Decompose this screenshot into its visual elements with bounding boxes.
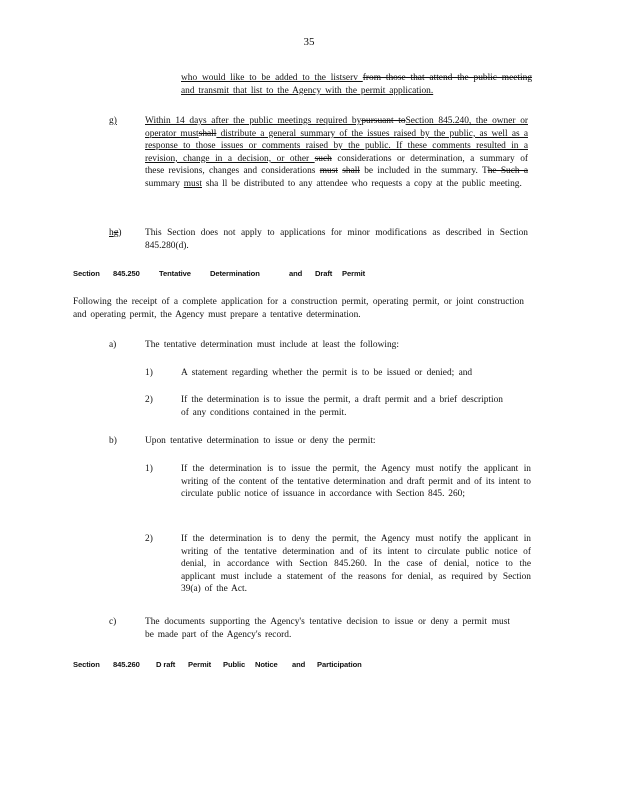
heading-word: 845.260 xyxy=(113,660,140,669)
section-heading-845-260 xyxy=(73,660,473,670)
paragraph-text: summary xyxy=(145,178,184,189)
item-a1-paragraph: A statement regarding whether the permit is to be issued or denied; and xyxy=(181,368,473,378)
continued-paragraph xyxy=(181,72,532,97)
item-b-paragraph: Upon tentative determination to issue or deny the permit: xyxy=(145,436,376,446)
heading-word: Notice xyxy=(255,660,278,669)
item-a2-paragraph: If the determination is to issue the permit, a draft permit and a brief description of any conditions contained in the permit. xyxy=(181,395,503,418)
heading-word: and xyxy=(292,660,306,669)
struck-text: he Such a xyxy=(487,166,529,177)
label-text: g) xyxy=(109,116,117,126)
struck-text: shall xyxy=(342,166,360,177)
underlined-text: Within 14 days after the public meetings required by xyxy=(145,116,362,126)
underlined-text: distribute a general summary of the issues raised by the public, as well as a response to those issues or comments raised by the public. If these comments resulted in a revision, change in a decision, or other xyxy=(145,128,528,164)
struck-text: from those that attend the public meeting xyxy=(362,73,533,83)
item-a-label: a) xyxy=(109,340,117,350)
heading-word: Tentative xyxy=(159,269,191,278)
item-a1-label: 1) xyxy=(145,368,153,378)
heading-word: Public xyxy=(223,660,246,669)
paragraph-text: be included in the summary. T xyxy=(359,166,488,177)
heading-word: Section xyxy=(73,660,100,669)
struck-text: pursuant to xyxy=(361,116,406,126)
underlined-text: and transmit that list to the Agency with the permit application. xyxy=(181,85,434,96)
item-h-label xyxy=(109,227,122,240)
heading-word: and xyxy=(289,269,303,278)
item-h-paragraph: This Section does not apply to applications for minor modifications as described in Section 845.280(d). xyxy=(145,228,528,251)
item-g-paragraph xyxy=(145,115,528,191)
heading-word: Permit xyxy=(188,660,212,669)
heading-word: Determination xyxy=(210,269,260,278)
heading-word: Participation xyxy=(317,660,362,669)
paragraph-text: considerations or determination, a summary of these revisions, changes and considerations xyxy=(145,153,528,177)
section-heading-845-250 xyxy=(73,269,473,279)
item-a-paragraph: The tentative determination must include at least the following: xyxy=(145,340,399,350)
label-text: ) xyxy=(118,228,122,238)
paragraph-text: sha ll be distributed to any attendee who requests a copy at the public meeting. xyxy=(201,178,522,189)
intro-paragraph: Following the receipt of a complete application for a construction permit, operating permit, or joint construction and operating permit, the Agency must prepare a tentative determination. xyxy=(73,297,524,320)
item-b1-paragraph: If the determination is to issue the permit, the Agency must notify the applicant in writing of the content of the tentative determination and draft permit and of its intent to circulate public notice of issuance in accordance with Section 845. 260; xyxy=(181,464,531,500)
underlined-text: must xyxy=(183,178,202,189)
underlined-text: who would like to be added to the listserv xyxy=(181,73,363,83)
label-text: h xyxy=(109,228,114,238)
heading-word: Section xyxy=(73,269,100,278)
page-number: 35 xyxy=(303,36,315,48)
item-c-paragraph: The documents supporting the Agency's tentative decision to issue or deny a permit must be made part of the Agency's record. xyxy=(145,617,510,640)
item-g-label xyxy=(109,115,117,128)
underlined-text: Section 845.240, the owner or operator must xyxy=(145,116,529,139)
item-a2-label: 2) xyxy=(145,395,153,405)
heading-word: 845.250 xyxy=(113,269,140,278)
struck-text: such xyxy=(314,153,332,164)
item-b2-label: 2) xyxy=(145,534,153,544)
heading-word: Draft xyxy=(315,269,333,278)
item-b2-paragraph: If the determination is to deny the permit, the Agency must notify the applicant in writing of the tentative determination and of its intent to circulate public notice of denial, in accordance with Section 845.260. In the case of denial, notice to the applicant must include a statement of the reasons for denial, as required by Section 39(a) of the Act. xyxy=(181,534,531,595)
item-b1-label: 1) xyxy=(145,464,153,474)
heading-word: Permit xyxy=(342,269,366,278)
struck-text: shall xyxy=(198,128,217,139)
item-b-label: b) xyxy=(109,436,117,446)
heading-word: D raft xyxy=(156,660,176,669)
struck-text: g xyxy=(113,228,119,238)
struck-text: must xyxy=(319,166,338,177)
item-c-label: c) xyxy=(109,617,117,627)
